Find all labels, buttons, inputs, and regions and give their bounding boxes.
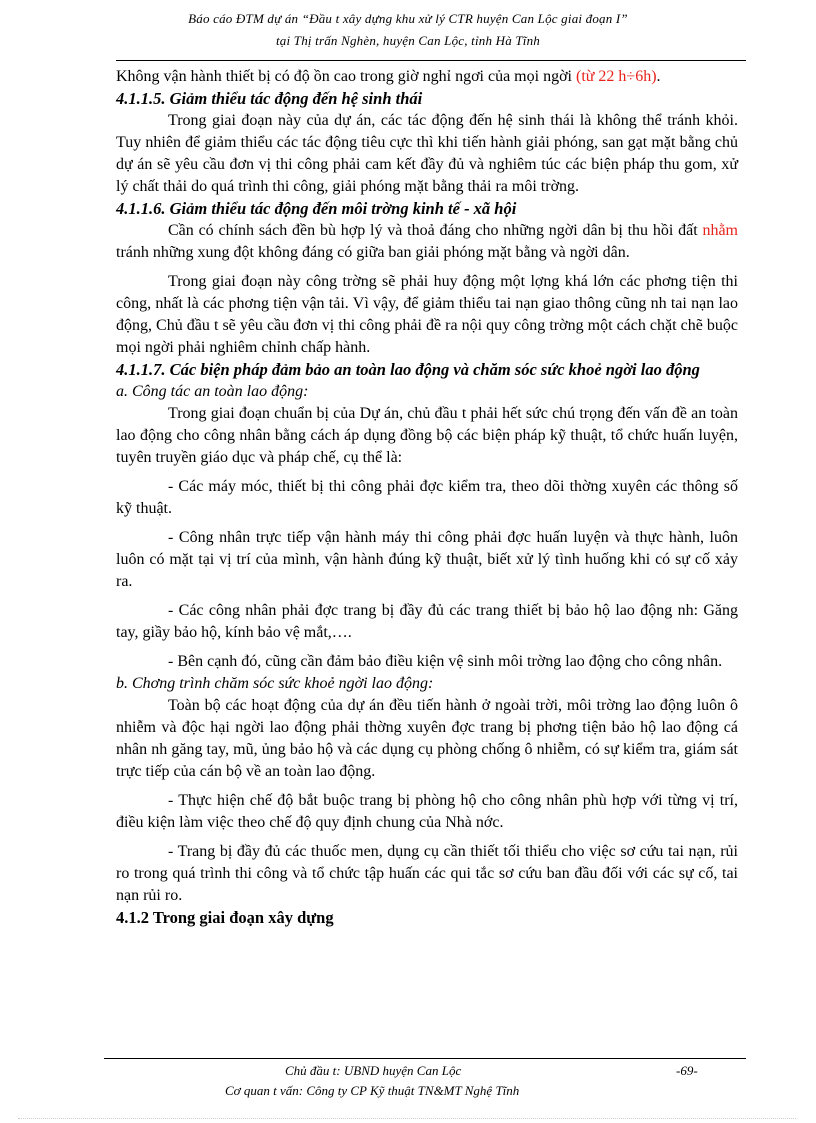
paragraph-noise-hours — [116, 66, 738, 88]
list-item-machinery: - Các máy móc, thiết bị thi công phải đợc kiểm tra, theo dõi thờng xuyên các thông số kỹ thuật. — [116, 478, 738, 517]
list-item-protective-gear: - Các công nhân phải đợc trang bị đầy đủ các trang thiết bị bảo hộ lao động nh: Găng tay, giầy bảo hộ, kính bảo vệ mắt,…. — [116, 602, 738, 641]
paragraph-text: Cần có chính sách đền bù hợp lý và thoả đáng cho những ngời dân bị thu hồi đất — [168, 222, 703, 239]
page-number: -69- — [676, 1063, 698, 1078]
footer-divider — [104, 1058, 746, 1059]
heading-4-1-1-7: 4.1.1.7. Các biện pháp đảm bảo an toàn lao động và chăm sóc sức khoẻ ngời lao động — [116, 360, 700, 379]
paragraph-site-rules: Trong giai đoạn này công trờng sẽ phải huy động một lợng khá lớn các phơng tiện thi công, nhất là các phơng tiện vận tải. Vì vậy, để giảm thiểu tai nạn giao thông cũng nh tai nạn lao động, Chủ đầu t sẽ yêu cầu đơn vị thi công phải đề ra nội quy công trờng một cách chặt chẽ buộc mọi ngời phải nghiêm chỉnh chấp hành. — [116, 273, 738, 356]
header-divider — [116, 60, 746, 61]
heading-4-1-1-6: 4.1.1.6. Giảm thiểu tác động đến môi trờng kinh tế - xã hội — [116, 199, 517, 218]
paragraph-compensation — [116, 220, 738, 264]
list-item-sanitation: - Bên cạnh đó, cũng cần đảm bảo điều kiện vệ sinh môi trờng lao động cho công nhân. — [168, 653, 723, 670]
highlighted-text: (từ 22 h÷6h) — [575, 68, 657, 85]
footer-owner: Chủ đầu t: UBND huyện Can Lộc — [285, 1063, 462, 1078]
paragraph-health-intro: Toàn bộ các hoạt động của dự án đều tiến hành ở ngoài trời, môi trờng lao động luôn ô nhiễm và độc hại ngời lao động phải thờng xuyên đợc trang bị phơng tiện bảo hộ lao động cá nhân nh găng tay, mũ, ủng bảo hộ và các dụng cụ phòng chống ô nhiễm, có sự kiểm tra, giám sát trực tiếp của cán bộ về an toàn lao động. — [116, 697, 738, 780]
list-item-protection-regime: - Thực hiện chế độ bắt buộc trang bị phòng hộ cho công nhân phù hợp với từng vị trí, điều kiện làm việc theo chế độ quy định chung của Nhà nớc. — [116, 792, 738, 831]
page-bottom-border — [18, 1118, 796, 1119]
footer-consultant: Cơ quan t vấn: Công ty CP Kỹ thuật TN&MT Nghệ Tĩnh — [225, 1083, 520, 1098]
list-item-first-aid: - Trang bị đầy đủ các thuốc men, dụng cụ cần thiết tối thiểu cho việc sơ cứu tai nạn, rủi ro trong quá trình thi công và tổ chức tập huấn các qui tắc sơ cứu ban đầu đối với các sự cố, tai nạn rủi ro. — [116, 843, 738, 904]
heading-4-1-1-5: 4.1.1.5. Giảm thiểu tác động đến hệ sinh thái — [116, 89, 423, 108]
header-line-1: Báo cáo ĐTM dự án “Đầu t xây dựng khu xử lý CTR huyện Can Lộc giai đoạn I” — [188, 11, 628, 26]
paragraph-text: Không vận hành thiết bị có độ ồn cao trong giờ nghỉ ngơi của mọi ngời — [116, 68, 576, 85]
page-header — [100, 8, 716, 52]
heading-4-1-2: 4.1.2 Trong giai đoạn xây dựng — [116, 908, 334, 927]
list-item-operators: - Công nhân trực tiếp vận hành máy thi công phải đợc huấn luyện và thực hành, luôn luôn có mặt tại vị trí của mình, vận hành đúng kỹ thuật, biết xử lý tình huống khi có sự cố xảy ra. — [116, 529, 738, 590]
paragraph-text-end: tránh những xung đột không đáng có giữa ban giải phóng mặt bằng và ngời dân. — [116, 244, 630, 261]
header-line-2: tại Thị trấn Nghèn, huyện Can Lộc, tỉnh Hà Tĩnh — [276, 33, 540, 48]
paragraph-safety-intro: Trong giai đoạn chuẩn bị của Dự án, chủ đầu t phải hết sức chú trọng đến vấn đề an toàn lao động cho công nhân bằng cách áp dụng đồng bộ các biện pháp kỹ thuật, tổ chức huấn luyện, tuyên truyền giáo dục và pháp chế, cụ thể là: — [116, 405, 738, 466]
subheading-a: a. Công tác an toàn lao động: — [116, 383, 309, 400]
subheading-b: b. Chơng trình chăm sóc sức khoẻ ngời lao động: — [116, 675, 434, 692]
page-body — [116, 66, 738, 929]
paragraph-text-end: . — [656, 68, 661, 85]
paragraph-ecosystem: Trong giai đoạn này của dự án, các tác động đến hệ sinh thái là không thể tránh khỏi. Tuy nhiên để giảm thiểu các tác động tiêu cực thì khi tiến hành giải phóng, san gạt mặt bằng chủ dự án sẽ yêu cầu đơn vị thi công phải cam kết đầy đủ và nghiêm túc các biện pháp thu gom, xử lý chất thải do quá trình thi công, giải phóng mặt bằng thải ra môi trờng. — [116, 112, 738, 195]
highlighted-text: nhằm — [702, 222, 738, 239]
